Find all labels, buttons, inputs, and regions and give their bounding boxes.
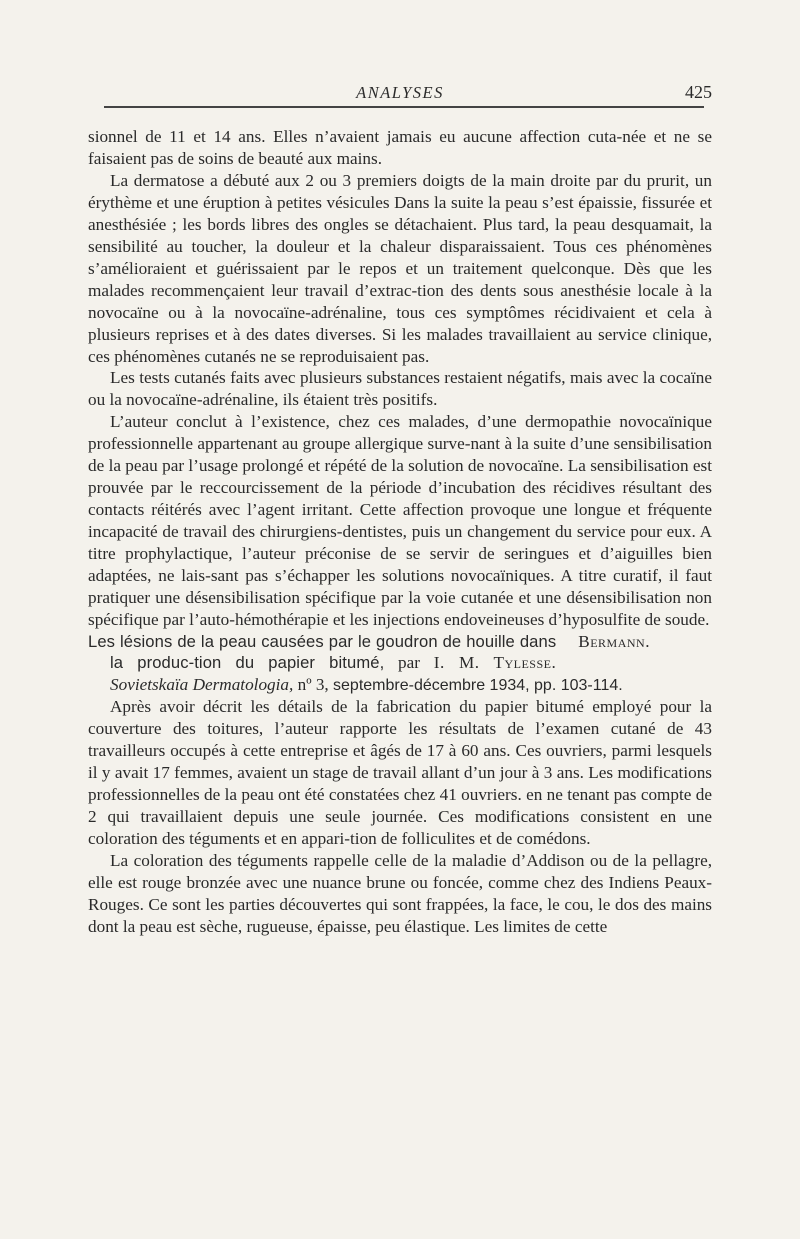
article-date: septembre-décembre 1934, pp. 103-114. — [333, 676, 623, 694]
article-title: Les lésions de la peau causées par le goudron de houille dans la produc-tion du papier bitumé, — [88, 631, 557, 673]
page-number: 425 — [685, 82, 712, 102]
body-text — [88, 126, 712, 938]
document-page — [88, 0, 712, 1239]
paragraph: Après avoir décrit les détails de la fabrication du papier bitumé employé pour la couverture des toitures, l’auteur rapporte les résultats de l’examen cutané de 43 travailleurs occupés à cette entreprise et âgés de 17 à 60 ans. Ces ouvriers, parmi lesquels il y avait 17 femmes, avaient un stage de travail allant d’un jour à 3 ans. Les modifications professionnelles de la peau ont été constatées chez 41 ouvriers. en ne tenant pas compte de 2 qui travaillaient depuis une seule journée. Ces modifications consistent en une coloration des téguments et en appari-tion de folliculites et de comédons. — [88, 697, 712, 849]
header-rule — [104, 106, 704, 108]
paragraph: Les tests cutanés faits avec plusieurs substances restaient négatifs, mais avec la cocaïne ou la novocaïne-adrénaline, ils étaient très positifs. — [88, 368, 712, 410]
paragraph-with-signature — [88, 411, 712, 651]
article-author: I. M. Tylesse. — [433, 653, 557, 673]
page-header — [88, 82, 712, 106]
reviewer-signature: Bermann. — [578, 631, 650, 651]
running-title: ANALYSES — [356, 83, 444, 102]
paragraph: La coloration des téguments rappelle celle de la maladie d’Addison ou de la pellagre, elle est rouge bronzée avec une nuance brune ou foncée, comme chez des Indiens Peaux-Rouges. Ce sont les parties découvertes qui sont frappées, la face, le cou, le dos des mains dont la peau est sèche, rugueuse, épaisse, peu élastique. Les limites de cette — [88, 851, 712, 936]
paragraph: La dermatose a débuté aux 2 ou 3 premiers doigts de la main droite par du prurit, un érythème et une éruption à petites vésicules Dans la suite la peau s’est épaissie, fissurée et anesthésiée ; les bords libres des ongles se détachaient. Plus tard, la peau desquamait, la sensibilité au toucher, la douleur et la chaleur disparaissaient. Tous ces phénomènes s’amélioraient et guérissaient par le repos et un traitement quelconque. Dès que les malades recommençaient leur travail d’extrac-tion des dents sous anesthésie locale à la novocaïne ou à la novocaïne-adrénaline, tous ces symptômes récidivaient et cela à plusieurs reprises et à des dates diverses. Si les malades travaillaient au service clinique, ces phénomènes cutanés ne se reproduisaient pas. — [88, 170, 712, 366]
paragraph: sionnel de 11 et 14 ans. Elles n’avaient jamais eu aucune affection cuta-née et ne se faisaient pas de soins de beauté aux mains. — [88, 127, 712, 168]
article-journal: Sovietskaïa Dermatologia, — [110, 674, 294, 694]
paragraph-text: L’auteur conclut à l’existence, chez ces malades, d’une dermopathie novocaïnique professionnelle appartenant au groupe allergique surve-nant à la suite d’une sensibilisation de la peau par l’usage prolongé et répété de la solution de novocaïne. La sensibilisation est prouvée par le reccourcissement de la période d’incubation des récidives résultant des contacts réitérés avec l’agent irritant. Cette affection provoque une longue et fréquente incapacité de travail des chirurgiens-dentistes, puis un changement du service pour eux. A titre prophylactique, l’auteur préconise de se servir de seringues et d’aiguilles bien adaptées, ne lais-sant pas s’échapper les solutions novocaïniques. A titre curatif, il faut pratiquer une désensibilisation spécifique par la voie cutanée et une désensibilisation non spécifique par l’auto-hémothérapie et les injections endoveineuses d’hyposulfite de soude. — [88, 412, 712, 629]
article-issue: nº 3, — [297, 674, 329, 694]
article-by: par — [398, 653, 420, 673]
